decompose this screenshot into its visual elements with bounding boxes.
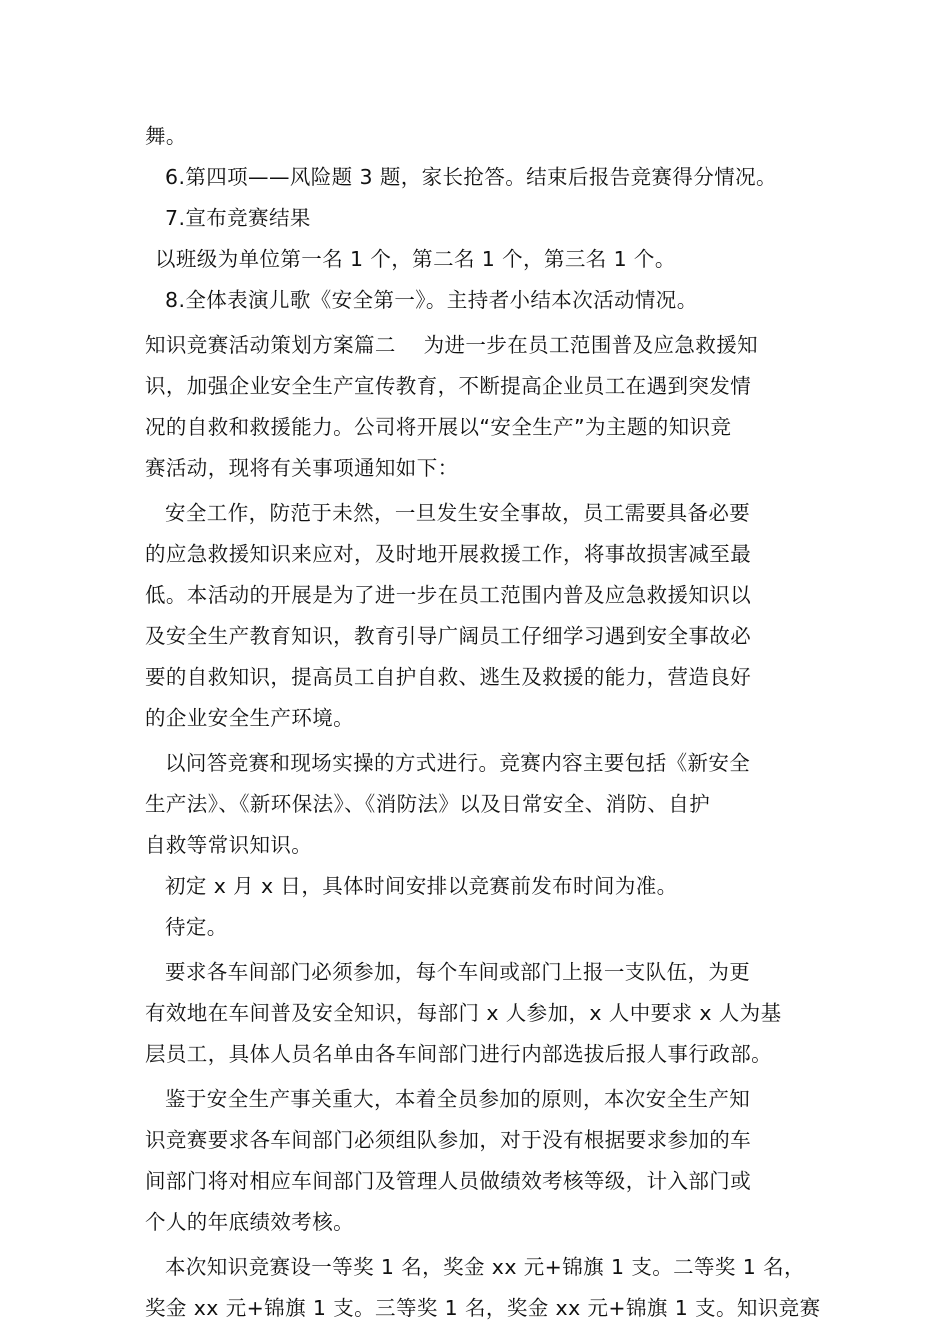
text-line-27: 个人的年底绩效考核。 (145, 1210, 354, 1234)
text-line-19: 初定 x 月 x 日，具体时间安排以竞赛前发布时间为准。 (165, 874, 678, 898)
text-line-2: 6.第四项——风险题 3 题，家长抢答。结束后报告竞赛得分情况。 (165, 165, 777, 189)
text-line-21: 要求各车间部门必须参加，每个车间或部门上报一支队伍，为更 (165, 960, 751, 984)
text-line-8: 况的自救和救援能力。公司将开展以“安全生产”为主题的知识竞 (145, 415, 732, 439)
text-line-24: 鉴于安全生产事关重大，本着全员参加的原则，本次安全生产知 (165, 1087, 751, 1111)
text-line-3: 7.宣布竞赛结果 (165, 206, 311, 230)
text-line-7: 识，加强企业安全生产宣传教育，不断提高企业员工在遇到突发情 (145, 374, 752, 398)
text-line-12: 低。本活动的开展是为了进一步在员工范围内普及应急救援知识以 (145, 583, 752, 607)
text-line-17: 生产法》、《新环保法》、《消防法》以及日常安全、消防、自护 (145, 792, 711, 816)
text-line-26: 间部门将对相应车间部门及管理人员做绩效考核等级，计入部门或 (145, 1169, 752, 1193)
text-line-4: 以班级为单位第一名 1 个，第二名 1 个，第三名 1 个。 (155, 247, 676, 271)
text-line-1: 舞。 (145, 124, 187, 148)
text-line-20: 待定。 (165, 915, 228, 939)
text-line-22: 有效地在车间普及安全知识，每部门 x 人参加，x 人中要求 x 人为基 (145, 1001, 782, 1025)
document-page (145, 116, 821, 1329)
text-line-23: 层员工，具体人员名单由各车间部门进行内部选拔后报人事行政部。 (145, 1042, 772, 1066)
text-line-5: 8.全体表演儿歌《安全第一》。主持者小结本次活动情况。 (165, 288, 698, 312)
section-heading-line: 知识竞赛活动策划方案篇二 为进一步在员工范围普及应急救援知 (145, 333, 759, 357)
text-line-13: 及安全生产教育知识，教育引导广阔员工仔细学习遇到安全事故必 (145, 624, 752, 648)
text-line-28: 本次知识竞赛设一等奖 1 名，奖金 xx 元+锦旗 1 支。二等奖 1 名， (165, 1255, 805, 1279)
text-line-25: 识竞赛要求各车间部门必须组队参加，对于没有根据要求参加的车 (145, 1128, 752, 1152)
text-line-15: 的企业安全生产环境。 (145, 706, 354, 730)
text-line-14: 要的自救知识，提高员工自护自救、逃生及救援的能力，营造良好 (145, 665, 752, 689)
text-line-16: 以问答竞赛和现场实操的方式进行。竞赛内容主要包括《新安全 (165, 751, 751, 775)
text-line-9: 赛活动，现将有关事项通知如下： (145, 456, 459, 480)
text-line-29: 奖金 xx 元+锦旗 1 支。三等奖 1 名，奖金 xx 元+锦旗 1 支。知识竞赛 (145, 1296, 821, 1320)
text-line-18: 自救等常识知识。 (145, 833, 313, 857)
text-line-10: 安全工作，防范于未然，一旦发生安全事故，员工需要具备必要 (165, 501, 751, 525)
text-line-11: 的应急救援知识来应对，及时地开展救援工作，将事故损害减至最 (145, 542, 752, 566)
